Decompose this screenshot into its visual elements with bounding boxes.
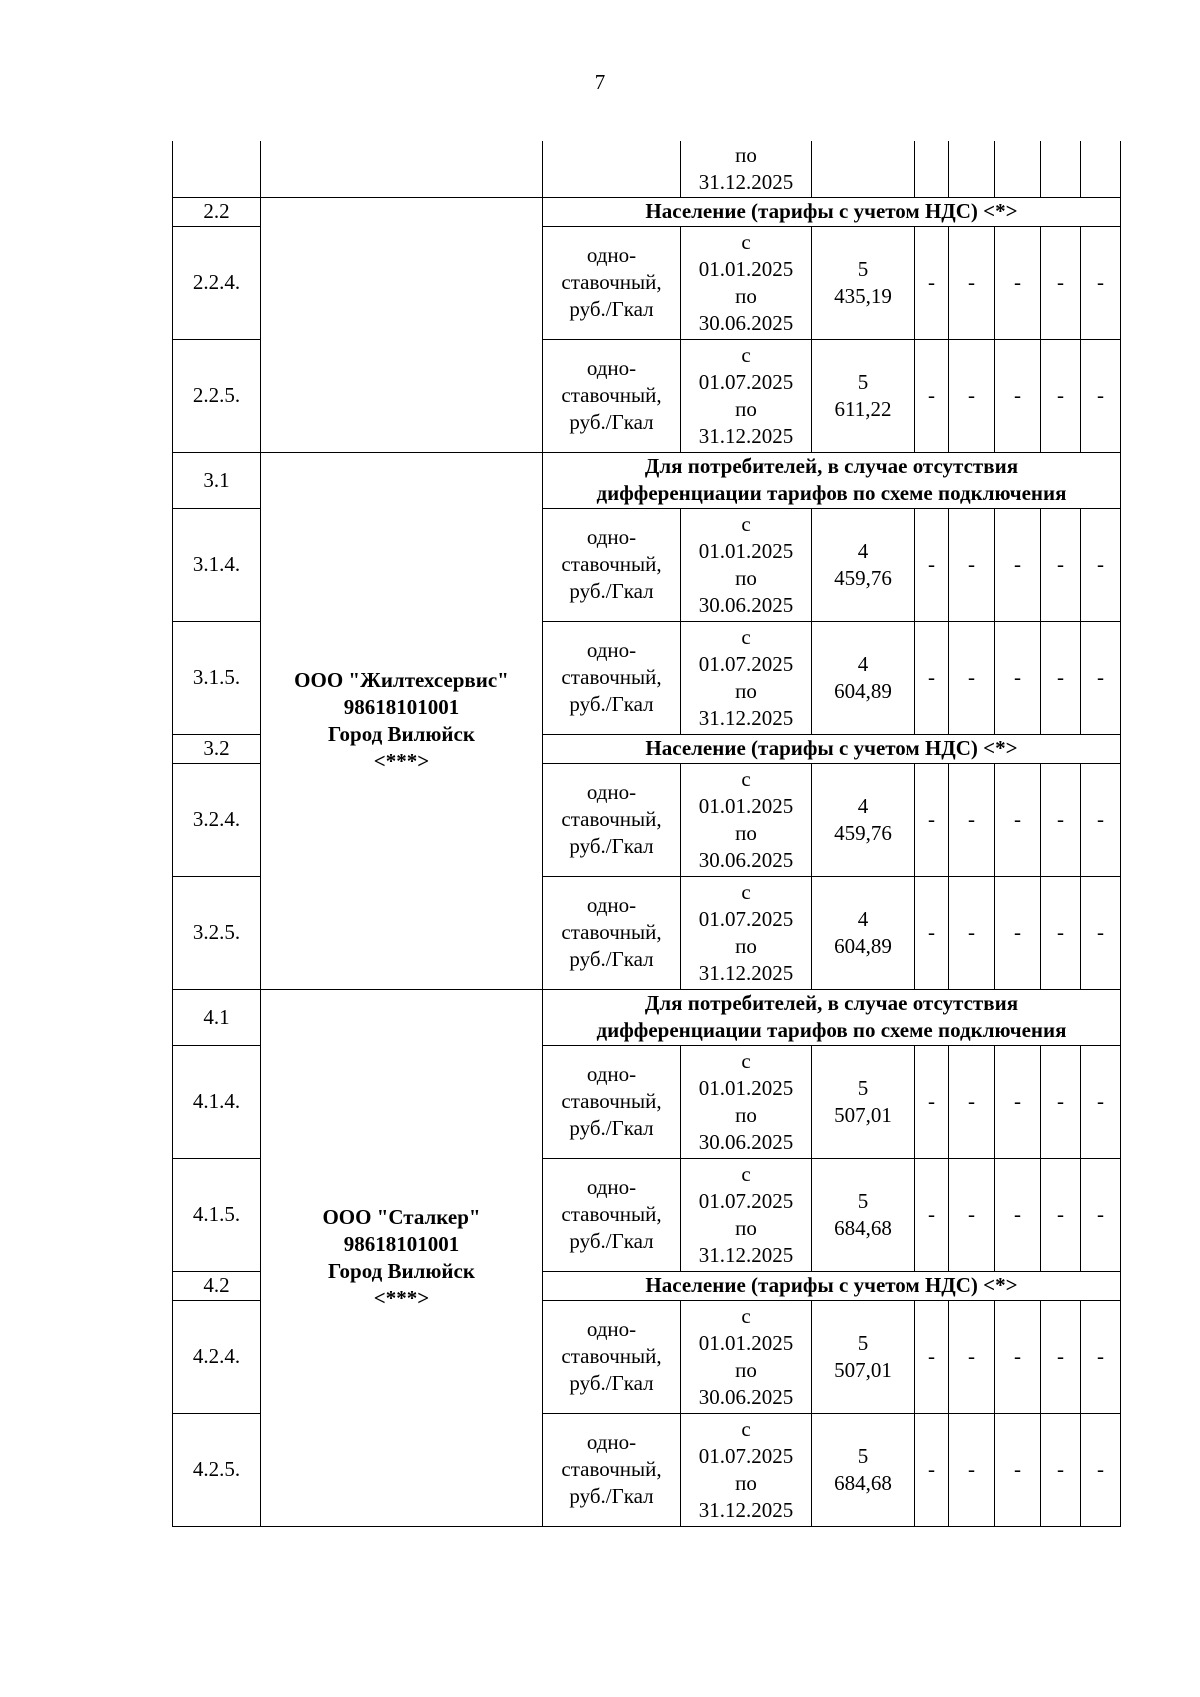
period-cell-line: по — [735, 565, 757, 590]
period-cell-line: с — [741, 1161, 751, 1186]
period-cell-line: 31.12.2025 — [698, 169, 794, 194]
tariff-type-cell-line: одно- — [586, 1317, 637, 1341]
dash-cell: - — [1081, 1045, 1121, 1158]
period-cell-line: 31.12.2025 — [698, 1497, 794, 1522]
tariff-type-cell — [543, 621, 681, 734]
period-cell-line: по — [735, 1102, 757, 1127]
tariff-value-cell-line: 5 — [857, 1330, 869, 1355]
extra-column-cell — [995, 141, 1041, 197]
section-heading-cell-line: Население (тарифы с учетом НДС) <*> — [645, 736, 1018, 760]
dash-cell: - — [915, 1158, 949, 1271]
period-cell-line: по — [735, 1357, 757, 1382]
tariff-type-cell-line: одно- — [586, 356, 637, 380]
period-cell-line: по — [735, 396, 757, 421]
organization-cell-line: Город Вилюйск — [328, 721, 475, 746]
section-number-cell: 4.1 — [173, 989, 261, 1045]
tariff-value-cell — [812, 508, 915, 621]
dash-cell: - — [915, 226, 949, 339]
period-cell-line: по — [735, 820, 757, 845]
tariff-type-cell — [543, 763, 681, 876]
row-number-cell: 3.1.4. — [173, 508, 261, 621]
section-heading-cell-line: дифференциации тарифов по схеме подключения — [596, 1018, 1067, 1042]
period-cell-line: 30.06.2025 — [698, 1384, 794, 1409]
tariff-value-cell-line: 5 — [857, 1188, 869, 1213]
tariff-value-cell-line: 4 — [857, 793, 869, 818]
tariff-type-cell-line: ставочный, — [561, 383, 662, 407]
period-cell-line: 01.01.2025 — [698, 538, 794, 563]
dash-cell: - — [1081, 763, 1121, 876]
organization-cell-line: 98618101001 — [343, 694, 460, 719]
period-cell-line: 01.07.2025 — [698, 1443, 794, 1468]
dash-cell: - — [949, 621, 995, 734]
tariff-value-cell — [812, 763, 915, 876]
dash-cell: - — [1041, 621, 1081, 734]
tariff-type-cell-line: ставочный, — [561, 270, 662, 294]
tariff-value-cell — [812, 1158, 915, 1271]
period-cell-line: по — [735, 1215, 757, 1240]
section-number-cell: 2.2 — [173, 197, 261, 226]
tariff-value-cell-line: 611,22 — [834, 396, 892, 421]
section-heading-cell — [543, 452, 1121, 508]
tariff-table-body — [173, 141, 1121, 1526]
dash-cell: - — [1081, 1158, 1121, 1271]
dash-cell: - — [1041, 763, 1081, 876]
dash-cell: - — [995, 339, 1041, 452]
tariff-value-cell-line: 507,01 — [834, 1357, 892, 1382]
tariff-type-cell-line: ставочный, — [561, 1202, 662, 1226]
tariff-type-cell — [543, 508, 681, 621]
period-cell-line: 01.07.2025 — [698, 1188, 794, 1213]
dash-cell: - — [995, 1158, 1041, 1271]
section-heading-cell-line: Население (тарифы с учетом НДС) <*> — [645, 199, 1018, 223]
section-heading-cell — [543, 989, 1121, 1045]
tariff-type-cell-line: одно- — [586, 1062, 637, 1086]
tariff-value-cell-line: 435,19 — [834, 283, 892, 308]
tariff-type-cell-line: руб./Гкал — [569, 692, 654, 716]
section-heading-row — [173, 452, 1121, 508]
period-cell-line: 01.01.2025 — [698, 1075, 794, 1100]
period-cell-line: 01.01.2025 — [698, 1330, 794, 1355]
dash-cell: - — [995, 763, 1041, 876]
organization-cell-line: ООО "Жилтехсервис" — [294, 667, 509, 692]
tariff-value-cell — [812, 1045, 915, 1158]
row-number-cell: 4.1.4. — [173, 1045, 261, 1158]
tariff-type-cell — [543, 141, 681, 197]
row-number-cell: 4.1.5. — [173, 1158, 261, 1271]
tariff-value-cell-line: 459,76 — [834, 565, 892, 590]
period-cell-line: 31.12.2025 — [698, 960, 794, 985]
dash-cell: - — [1041, 1045, 1081, 1158]
section-number-cell: 3.2 — [173, 734, 261, 763]
period-cell — [681, 1300, 812, 1413]
dash-cell: - — [949, 1045, 995, 1158]
period-cell-line: по — [735, 933, 757, 958]
dash-cell: - — [915, 339, 949, 452]
section-heading-cell-line: Для потребителей, в случае отсутствия — [644, 454, 1019, 478]
tariff-type-cell-line: руб./Гкал — [569, 947, 654, 971]
period-cell-line: 01.01.2025 — [698, 256, 794, 281]
organization-cell-line: ООО "Сталкер" — [322, 1204, 481, 1229]
dash-cell: - — [995, 508, 1041, 621]
page-number: 7 — [594, 70, 606, 94]
tariff-type-cell-line: одно- — [586, 525, 637, 549]
period-cell — [681, 1045, 812, 1158]
organization-cell — [261, 452, 543, 989]
row-number-cell: 2.2.4. — [173, 226, 261, 339]
period-cell-line: 01.01.2025 — [698, 793, 794, 818]
tariff-type-cell — [543, 1158, 681, 1271]
tariff-type-cell-line: одно- — [586, 1430, 637, 1454]
tariff-value-cell-line: 4 — [857, 538, 869, 563]
dash-cell: - — [1041, 1158, 1081, 1271]
period-cell — [681, 1413, 812, 1526]
section-heading-cell — [543, 734, 1121, 763]
organization-cell — [261, 141, 543, 197]
dash-cell: - — [1041, 876, 1081, 989]
tariff-type-cell-line: ставочный, — [561, 920, 662, 944]
tariff-type-cell-line: руб./Гкал — [569, 1116, 654, 1140]
period-cell-line: по — [735, 142, 757, 167]
row-number-cell: 3.2.4. — [173, 763, 261, 876]
dash-cell: - — [949, 508, 995, 621]
period-cell — [681, 621, 812, 734]
row-number-cell: 2.2.5. — [173, 339, 261, 452]
tariff-type-cell — [543, 876, 681, 989]
dash-cell: - — [1041, 1300, 1081, 1413]
tariff-type-cell-line: руб./Гкал — [569, 834, 654, 858]
section-number-cell: 3.1 — [173, 452, 261, 508]
dash-cell: - — [1041, 226, 1081, 339]
tariff-value-cell — [812, 141, 915, 197]
period-cell-line: с — [741, 879, 751, 904]
period-cell — [681, 226, 812, 339]
dash-cell: - — [949, 763, 995, 876]
tariff-value-cell-line: 604,89 — [834, 933, 892, 958]
period-cell-line: с — [741, 342, 751, 367]
period-cell-line: по — [735, 1470, 757, 1495]
period-cell — [681, 508, 812, 621]
tariff-type-cell-line: ставочный, — [561, 1457, 662, 1481]
dash-cell: - — [949, 1300, 995, 1413]
dash-cell: - — [949, 339, 995, 452]
dash-cell: - — [915, 621, 949, 734]
tariff-value-cell — [812, 876, 915, 989]
tariff-type-cell-line: руб./Гкал — [569, 1371, 654, 1395]
tariff-type-cell-line: одно- — [586, 638, 637, 662]
period-cell-line: 30.06.2025 — [698, 310, 794, 335]
dash-cell: - — [995, 876, 1041, 989]
period-cell-line: с — [741, 1303, 751, 1328]
dash-cell: - — [1081, 508, 1121, 621]
row-number-cell: 4.2.5. — [173, 1413, 261, 1526]
tariff-type-cell-line: руб./Гкал — [569, 579, 654, 603]
dash-cell: - — [1081, 1413, 1121, 1526]
period-cell — [681, 339, 812, 452]
tariff-value-cell-line: 4 — [857, 906, 869, 931]
period-cell-line: 30.06.2025 — [698, 1129, 794, 1154]
section-heading-cell-line: дифференциации тарифов по схеме подключения — [596, 481, 1067, 505]
dash-cell: - — [915, 1413, 949, 1526]
tariff-value-cell-line: 5 — [857, 1443, 869, 1468]
period-cell — [681, 141, 812, 197]
extra-column-cell — [915, 141, 949, 197]
tariff-value-cell-line: 4 — [857, 651, 869, 676]
section-heading-cell-line: Население (тарифы с учетом НДС) <*> — [645, 1273, 1018, 1297]
tariff-type-cell — [543, 1413, 681, 1526]
dash-cell: - — [1081, 226, 1121, 339]
dash-cell: - — [1081, 339, 1121, 452]
period-cell-line: 01.07.2025 — [698, 651, 794, 676]
tariff-value-cell-line: 604,89 — [834, 678, 892, 703]
tariff-value-cell-line: 684,68 — [834, 1470, 892, 1495]
organization-cell — [261, 197, 543, 452]
tariff-value-cell — [812, 339, 915, 452]
dash-cell: - — [1041, 339, 1081, 452]
dash-cell: - — [949, 1413, 995, 1526]
section-number-cell: 4.2 — [173, 1271, 261, 1300]
section-heading-row — [173, 197, 1121, 226]
tariff-type-cell-line: руб./Гкал — [569, 410, 654, 434]
tariff-type-cell — [543, 226, 681, 339]
dash-cell: - — [995, 1045, 1041, 1158]
dash-cell: - — [995, 1413, 1041, 1526]
tariff-type-cell-line: ставочный, — [561, 1089, 662, 1113]
period-cell-line: с — [741, 1048, 751, 1073]
tariff-type-cell-line: ставочный, — [561, 807, 662, 831]
tariff-type-cell-line: руб./Гкал — [569, 1484, 654, 1508]
dash-cell: - — [1081, 876, 1121, 989]
extra-column-cell — [949, 141, 995, 197]
tariff-type-cell — [543, 339, 681, 452]
organization-cell-line: <***> — [373, 1285, 430, 1310]
tariff-value-cell-line: 5 — [857, 256, 869, 281]
tariff-type-cell-line: руб./Гкал — [569, 297, 654, 321]
period-cell-line: 01.07.2025 — [698, 906, 794, 931]
period-cell-line: по — [735, 678, 757, 703]
row-number-cell: 4.2.4. — [173, 1300, 261, 1413]
period-cell-line: 01.07.2025 — [698, 369, 794, 394]
tariff-table — [172, 141, 1121, 1527]
section-heading-row — [173, 989, 1121, 1045]
tariff-value-cell-line: 5 — [857, 1075, 869, 1100]
period-cell-line: 31.12.2025 — [698, 1242, 794, 1267]
dash-cell: - — [1041, 508, 1081, 621]
row-number-cell: 3.1.5. — [173, 621, 261, 734]
period-cell-line: с — [741, 229, 751, 254]
period-cell-line: 31.12.2025 — [698, 423, 794, 448]
tariff-type-cell-line: одно- — [586, 893, 637, 917]
table-row-continuation — [173, 141, 1121, 197]
period-cell-line: 30.06.2025 — [698, 847, 794, 872]
dash-cell: - — [915, 876, 949, 989]
dash-cell: - — [1041, 1413, 1081, 1526]
tariff-type-cell-line: одно- — [586, 243, 637, 267]
period-cell — [681, 1158, 812, 1271]
tariff-value-cell — [812, 1300, 915, 1413]
organization-cell-line: <***> — [373, 748, 430, 773]
period-cell-line: по — [735, 283, 757, 308]
row-number-cell — [173, 141, 261, 197]
dash-cell: - — [995, 621, 1041, 734]
tariff-type-cell-line: ставочный, — [561, 665, 662, 689]
tariff-type-cell — [543, 1300, 681, 1413]
dash-cell: - — [1081, 621, 1121, 734]
tariff-value-cell-line: 5 — [857, 369, 869, 394]
period-cell-line: с — [741, 1416, 751, 1441]
tariff-value-cell-line: 507,01 — [834, 1102, 892, 1127]
tariff-type-cell — [543, 1045, 681, 1158]
section-heading-cell — [543, 1271, 1121, 1300]
tariff-type-cell-line: одно- — [586, 780, 637, 804]
organization-cell-line: Город Вилюйск — [328, 1258, 475, 1283]
tariff-type-cell-line: одно- — [586, 1175, 637, 1199]
dash-cell: - — [915, 1300, 949, 1413]
tariff-value-cell — [812, 1413, 915, 1526]
tariff-value-cell-line: 684,68 — [834, 1215, 892, 1240]
period-cell-line: 30.06.2025 — [698, 592, 794, 617]
period-cell-line: с — [741, 624, 751, 649]
period-cell — [681, 876, 812, 989]
dash-cell: - — [1081, 1300, 1121, 1413]
dash-cell: - — [949, 876, 995, 989]
period-cell-line: с — [741, 766, 751, 791]
dash-cell: - — [995, 1300, 1041, 1413]
dash-cell: - — [949, 226, 995, 339]
tariff-value-cell — [812, 621, 915, 734]
period-cell — [681, 763, 812, 876]
tariff-type-cell-line: ставочный, — [561, 552, 662, 576]
section-heading-cell — [543, 197, 1121, 226]
period-cell-line: с — [741, 511, 751, 536]
dash-cell: - — [915, 1045, 949, 1158]
dash-cell: - — [915, 763, 949, 876]
period-cell-line: 31.12.2025 — [698, 705, 794, 730]
row-number-cell: 3.2.5. — [173, 876, 261, 989]
tariff-value-cell-line: 459,76 — [834, 820, 892, 845]
tariff-type-cell-line: руб./Гкал — [569, 1229, 654, 1253]
extra-column-cell — [1041, 141, 1081, 197]
organization-cell — [261, 989, 543, 1526]
dash-cell: - — [995, 226, 1041, 339]
organization-cell-line: 98618101001 — [343, 1231, 460, 1256]
dash-cell: - — [915, 508, 949, 621]
tariff-value-cell — [812, 226, 915, 339]
section-heading-cell-line: Для потребителей, в случае отсутствия — [644, 991, 1019, 1015]
extra-column-cell — [1081, 141, 1121, 197]
dash-cell: - — [949, 1158, 995, 1271]
tariff-type-cell-line: ставочный, — [561, 1344, 662, 1368]
